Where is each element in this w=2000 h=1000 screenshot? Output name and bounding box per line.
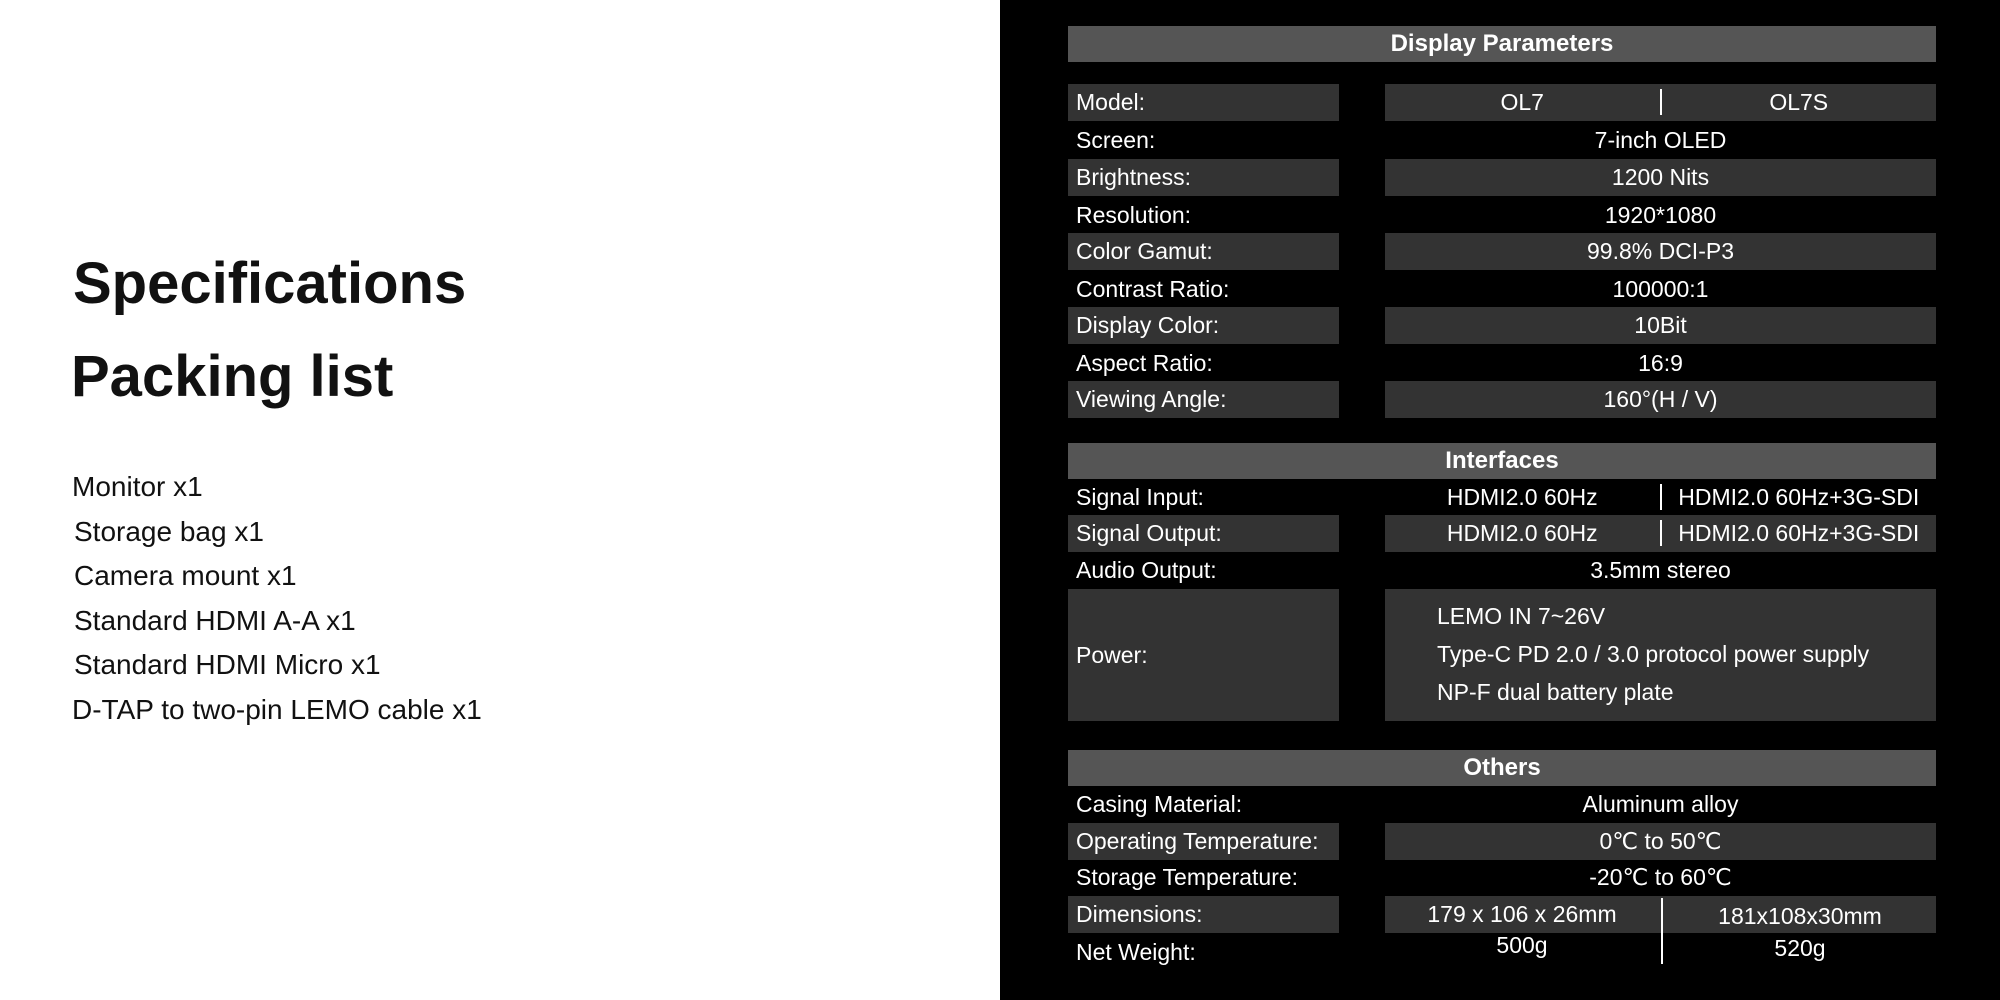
- dimensions-ol7s: 181x108x30mm: [1718, 903, 1882, 929]
- dimensions-weight-values: [1385, 898, 1936, 964]
- weight-ol7: 500g: [1496, 932, 1548, 958]
- spec-row: [1068, 122, 1936, 159]
- ol7-value: HDMI2.0 60Hz: [1385, 520, 1662, 546]
- spec-label: Contrast Ratio:: [1076, 276, 1230, 302]
- spec-label: Aspect Ratio:: [1076, 350, 1213, 376]
- spec-value: 3.5mm stereo: [1590, 557, 1731, 583]
- spec-value: 7-inch OLED: [1594, 127, 1727, 153]
- spec-value: 1920*1080: [1604, 202, 1717, 228]
- spec-label: Resolution:: [1076, 202, 1192, 228]
- spec-row: [1068, 345, 1936, 382]
- ol7s-value: HDMI2.0 60Hz+3G-SDI: [1678, 520, 1920, 546]
- display-parameters-header: Display Parameters: [1068, 26, 1936, 62]
- list-item: Storage bag x1: [74, 515, 264, 547]
- spec-value: 1200 Nits: [1385, 159, 1936, 196]
- spec-value: 160°(H / V): [1385, 381, 1936, 418]
- weight-ol7s: 520g: [1774, 935, 1826, 961]
- spec-label: Signal Output:: [1068, 515, 1339, 552]
- list-item: Standard HDMI Micro x1: [74, 649, 381, 680]
- spec-label: Power:: [1068, 589, 1339, 721]
- list-item: Monitor x1: [72, 471, 203, 502]
- others-header: Others: [1068, 750, 1936, 786]
- spec-value: 10Bit: [1385, 307, 1936, 344]
- spec-row-model: [1068, 84, 1936, 121]
- power-line: LEMO IN 7~26V: [1437, 603, 1606, 629]
- spec-value: 16:9: [1638, 350, 1683, 376]
- spec-label: Storage Temperature:: [1076, 864, 1299, 890]
- spec-row: [1068, 159, 1936, 196]
- packing-list-heading: Packing list: [71, 344, 394, 409]
- spec-row: [1068, 859, 1936, 896]
- spec-label: Display Color:: [1068, 307, 1339, 344]
- spec-label: Color Gamut:: [1068, 233, 1339, 270]
- spec-row: [1068, 197, 1936, 234]
- power-line: NP-F dual battery plate: [1437, 679, 1674, 705]
- spec-row: [1068, 233, 1936, 270]
- spec-value: 99.8% DCI-P3: [1385, 233, 1936, 270]
- spec-value: -20℃ to 60℃: [1589, 864, 1732, 890]
- list-item: D-TAP to two-pin LEMO cable x1: [72, 693, 482, 725]
- spec-row-power: [1068, 589, 1936, 721]
- spec-value: 0℃ to 50℃: [1385, 823, 1936, 860]
- spec-label: Audio Output:: [1076, 557, 1217, 583]
- spec-row: [1068, 823, 1936, 860]
- spec-label: Brightness:: [1068, 159, 1339, 196]
- model-ol7s: OL7S: [1769, 89, 1829, 115]
- spec-value: [1385, 84, 1936, 121]
- ol7s-value: HDMI2.0 60Hz+3G-SDI: [1678, 484, 1920, 510]
- spec-row: [1068, 381, 1936, 418]
- power-values: [1385, 589, 1936, 721]
- spec-label: Signal Input:: [1076, 484, 1204, 510]
- interfaces-header: Interfaces: [1068, 443, 1936, 479]
- spec-row-signal-output: [1068, 515, 1936, 552]
- spec-label: Dimensions:: [1068, 896, 1339, 933]
- packing-list: [72, 470, 482, 737]
- spec-row: [1068, 271, 1936, 308]
- spec-row: [1068, 786, 1936, 823]
- spec-label: Screen:: [1076, 127, 1156, 153]
- spec-row-audio: [1068, 552, 1936, 589]
- spec-value: [1385, 515, 1936, 552]
- dimensions-ol7: 179 x 106 x 26mm: [1427, 901, 1617, 927]
- spec-label: Operating Temperature:: [1068, 823, 1339, 860]
- spec-label: Net Weight:: [1076, 939, 1196, 965]
- spec-value: Aluminum alloy: [1582, 791, 1739, 817]
- spec-value: 100000:1: [1612, 276, 1709, 302]
- spec-label: Casing Material:: [1076, 791, 1243, 817]
- list-item: Standard HDMI A-A x1: [74, 604, 356, 636]
- spec-value: [1385, 479, 1936, 516]
- list-item: Camera mount x1: [74, 560, 297, 591]
- power-line: Type-C PD 2.0 / 3.0 protocol power supply: [1437, 641, 1870, 667]
- spec-row: [1068, 307, 1936, 344]
- spec-label: Model:: [1068, 84, 1339, 121]
- page-title: Specifications: [73, 251, 467, 316]
- spec-label: Viewing Angle:: [1068, 381, 1339, 418]
- spec-panel: [1000, 0, 2000, 1000]
- ol7-value: HDMI2.0 60Hz: [1385, 484, 1662, 510]
- spec-row-signal-input: [1068, 479, 1936, 516]
- column-divider: [1661, 898, 1663, 964]
- model-ol7: OL7: [1385, 89, 1662, 115]
